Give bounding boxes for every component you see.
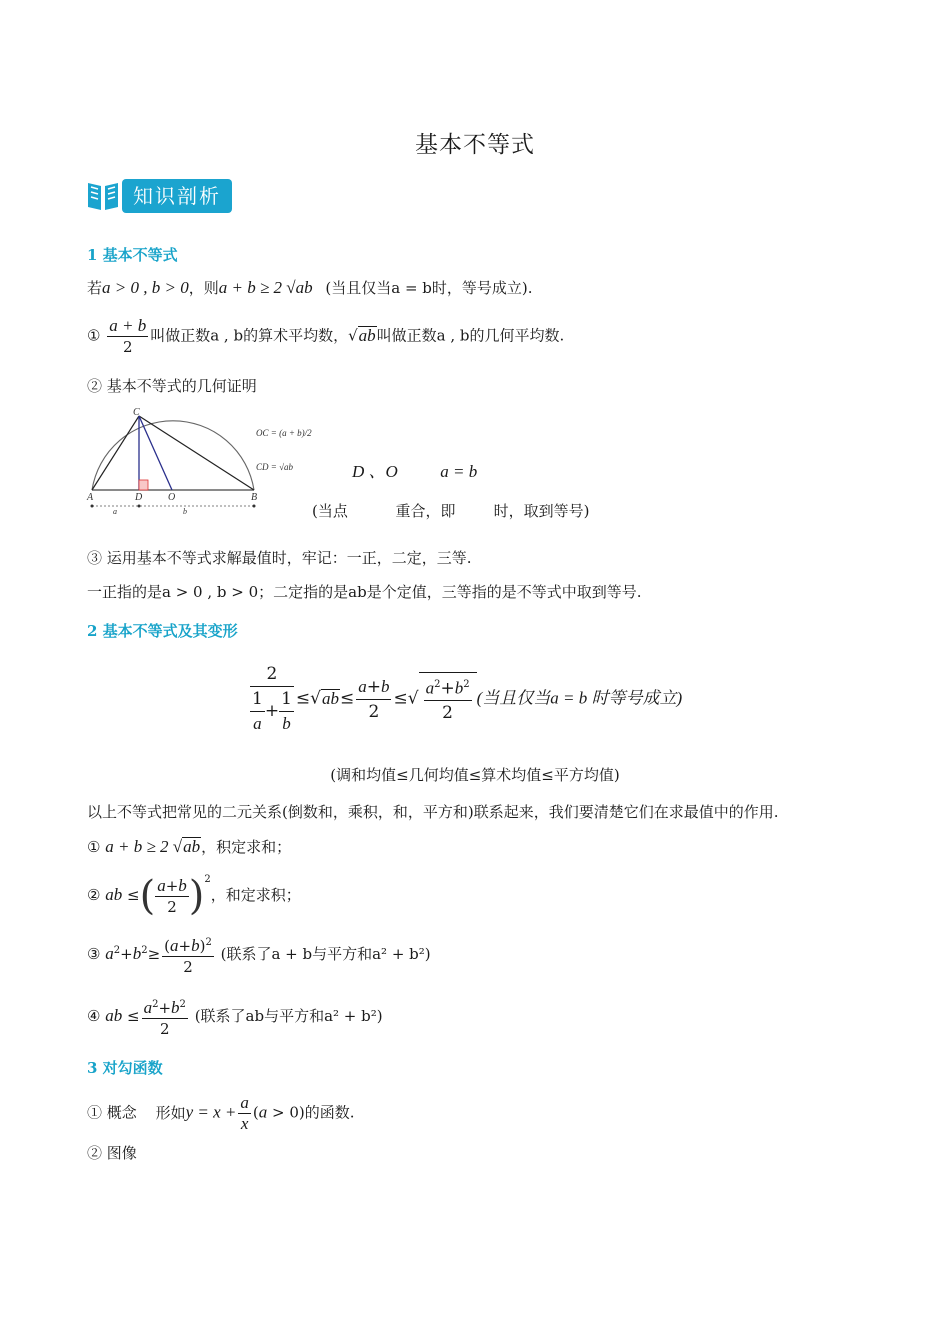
item1-sqrt: ab — [358, 325, 376, 345]
sec1-item3: ③ 运用基本不等式求解最值时，牢记：一正，二定，三等. — [87, 549, 472, 567]
sec1-line1 — [87, 278, 533, 298]
sec3-item1: ① 概念 形如y = x + $\frac{a}{x}$ (a > 0)的函数. — [87, 1093, 355, 1133]
label-cd: CD = √ab — [256, 462, 294, 472]
arithmetic-mean: $\frac{a+b}{2}$ — [358, 676, 390, 722]
harmonic-mean: 2 $\frac{1}{a}$ + $\frac{1}{b}$ — [252, 664, 292, 733]
quadratic-mean: $\frac{a^2+b^2}{2}$ — [424, 673, 472, 726]
mean-fraction — [107, 316, 148, 357]
geometry-diagram — [86, 406, 316, 518]
label-d: D — [135, 492, 143, 503]
variant-1-mark: ① — [87, 838, 101, 856]
variant-1-text: ，积定求和； — [201, 838, 292, 856]
item1-text-b: 叫做正数a , b的几何平均数. — [376, 326, 565, 345]
variant-4: ④ ab ≤ $\frac{a^2+b^2}{2}$ (联系了ab与平方和a² + b²) — [87, 995, 383, 1039]
line1-prefix: 若 — [87, 279, 103, 297]
variant-1: ① a + b ≥ 2 √ab，积定求和； — [87, 837, 292, 856]
item1-text-a: 叫做正数a , b的算术平均数， — [150, 326, 349, 345]
label-a: A — [87, 492, 94, 503]
mean-fraction-num: a + b — [109, 316, 147, 335]
segment-cb — [139, 416, 254, 490]
mean-fraction-den: 2 — [122, 338, 133, 356]
sec2-intro: 以上不等式把常见的二元关系(倒数和，乘积，和，平方和)联系起来，我们要清楚它们在求最值中的作用. — [87, 803, 779, 821]
sec3-item1-text-a: 形如 — [155, 1103, 186, 1122]
variant-4-text: (联系了ab与平方和a² + b²) — [194, 1007, 383, 1025]
variant-3-mark: ③ — [87, 945, 101, 963]
sec1-item3-detail: 一正指的是a > 0 , b > 0；二定指的是ab是个定值，三等指的是不等式中取到等号. — [87, 583, 642, 601]
variant-3-text: (联系了a + b与平方和a² + b²) — [220, 945, 431, 963]
line1-note: (当且仅当a = b时，等号成立). — [325, 279, 533, 297]
sec1-item2: ② 基本不等式的几何证明 — [87, 377, 257, 395]
variant-3: ③ $a^2+b^2\ge$ $\frac{(a+b)^2}{2}$ (联系了a + b与平方和a² + b²) — [87, 933, 431, 977]
label-c: C — [133, 407, 140, 418]
label-o: O — [168, 492, 176, 503]
section-badge: 知识剖析 — [122, 179, 232, 213]
segment-ac — [92, 416, 139, 490]
book-icon — [86, 179, 120, 213]
figure-caption-bottom: (当点 重合，即 时，取到等号) — [312, 502, 590, 520]
main-inequality-chain: 2 $\frac{1}{a}$ + $\frac{1}{b}$ ≤√ab≤ $\frac{a+b}{2}$ ≤√ $\frac{a^2+b^2}{2}$ (当且仅当a = b 时等号成立) — [248, 662, 682, 736]
variant-2-mark: ② — [87, 886, 101, 904]
right-angle-marker — [139, 480, 148, 490]
label-b: B — [251, 492, 258, 503]
semicircle-arc — [92, 421, 254, 490]
section-3-heading: 3 对勾函数 — [87, 1059, 163, 1077]
line1-then: ，则 — [188, 279, 219, 297]
main-inequality-note: (当且仅当a = b 时等号成立) — [476, 688, 683, 708]
variant-4-mark: ④ — [87, 1007, 101, 1025]
section-2-heading: 2 基本不等式及其变形 — [87, 622, 238, 640]
sec3-item2: ② 图像 — [87, 1144, 137, 1162]
sec3-item1-label: ① 概念 — [87, 1103, 137, 1122]
page-title: 基本不等式 — [415, 132, 535, 158]
line1-condition: a > 0 , b > 0 — [102, 278, 189, 297]
figure-caption-top — [352, 462, 477, 482]
label-seg-a: a — [113, 507, 117, 516]
section-1-heading: 1 基本不等式 — [87, 246, 178, 264]
variant-2: ② ab ≤( $\frac{a+b}{2}$ )$^2$，和定求积； — [87, 873, 301, 919]
line1-formula: a + b ≥ 2 √ab — [218, 278, 313, 297]
figure-caption-top-text: D 、O a = b — [352, 462, 478, 481]
sec1-item1: ① $\frac{a + b}{2}$ 叫做正数a , b的算术平均数，√ab叫做正数a , b的几何平均数. — [87, 316, 565, 356]
label-seg-b: b — [183, 507, 187, 516]
variant-2-text: ，和定求积； — [210, 886, 301, 904]
label-oc: OC = (a + b)/2 — [256, 428, 312, 438]
sec3-item1-text-b: 的函数. — [304, 1103, 355, 1122]
chain-caption: (调和均值≤几何均值≤算术均值≤平方均值) — [330, 766, 620, 784]
item1-mark: ① — [87, 326, 101, 345]
